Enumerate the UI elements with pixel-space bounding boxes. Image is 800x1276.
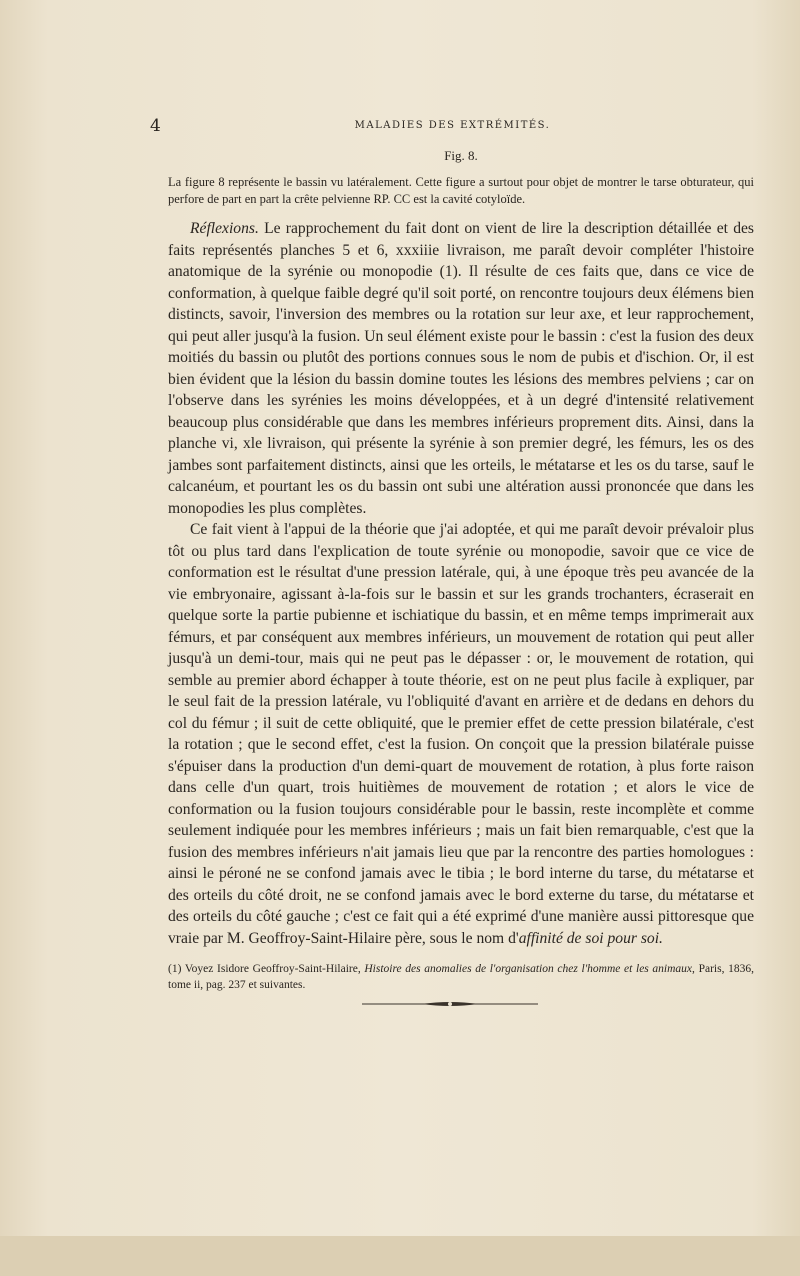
figure-title: Fig. 8. bbox=[444, 148, 478, 163]
page-bottom-edge bbox=[0, 1236, 800, 1276]
figure-caption: La figure 8 représente le bassin vu latéralement. Cette figure a surtout pour objet de montrer le tarse obturateur, qui perfore de part en part la crête pelvienne RP. CC est la cavité cotyloïde. bbox=[168, 175, 754, 206]
paragraph-lead: Réflexions. bbox=[190, 220, 259, 237]
page-number: 4 bbox=[150, 116, 161, 136]
paragraph-text: Le rapprochement du fait dont on vient de lire la description détaillée et des faits représentés planches 5 et 6, xxxiiie livraison, me paraît devoir compléter l'histoire anatomique de la syrénie ou monopodie (1). Il résulte de ces faits que, dans ce vice de conformation, à quelque faible degré qu'il soit porté, on rencontre toujours deux élémens bien distincts, savoir, l'inversion des membres ou la rotation sur leur axe, et leur rapprochement, qui peut aller jusqu'à la fusion. Un seul élément existe pour le bassin : c'est la fusion des deux moitiés du bassin ou plutôt des portions connues sous le nom de pubis et d'ischion. Or, il est bien évident que la lésion du bassin domine toutes les lésions des membres pelviens ; car on l'observe dans les syrénies les moins développées, et à un degré d'intensité relativement beaucoup plus considérable que dans les membres inférieurs proprement dits. Ainsi, dans la planche vi, xle livraison, qui présente la syrénie à son premier degré, les fémurs, les os des jambes sont parfaitement distincts, ainsi que les orteils, le métatarse et les os du tarse, sauf le calcanéum, et pourtant les os du bassin ont subi une altération aussi prononcée que dans les monopodies les plus complètes. bbox=[168, 220, 754, 517]
body-text bbox=[168, 148, 754, 993]
paragraph-reflexions bbox=[168, 218, 754, 519]
ornament-rule bbox=[362, 1000, 538, 1008]
running-title: MALADIES DES EXTRÉMITÉS. bbox=[354, 120, 551, 131]
running-head bbox=[150, 116, 755, 136]
paragraph-theory bbox=[168, 519, 754, 949]
paragraph-italic-tail: affinité de soi pour soi. bbox=[518, 929, 663, 947]
footnote-prefix: (1) Voyez Isidore Geoffroy-Saint-Hilaire, bbox=[168, 963, 365, 975]
paragraph-text: Ce fait vient à l'appui de la théorie que j'ai adoptée, et qui me paraît devoir prévaloir plus tôt ou plus tard dans l'explication de toute syrénie ou monopodie, savoir que ce vice de conformation est le résultat d'une pression latérale, qui, à une époque très peu avancée de la vie embryonaire, agissant à-la-fois sur le bassin et sur les grands trochanters, écraserait en quelque sorte la partie pubienne et ischiatique du bassin, et en même temps imprimerait aux fémurs, et par conséquent aux membres inférieurs, un mouvement de rotation qui peut aller jusqu'à un demi-tour, mais qui ne peut pas le dépasser : or, le mouvement de rotation, qui semble au premier abord échapper à toute théorie, est on ne peut plus facile à expliquer, par le seul fait de la pression latérale, vu l'obliquité d'avant en arrière et de dedans en dehors du col du fémur ; il suit de cette obliquité, que le premier effet de cette pression bilatérale, c'est la rotation ; que le second effet, c'est la fusion. On conçoit que la pression bilatérale puisse s'épuiser dans la production d'un demi-quart de mouvement de rotation, à plus forte raison dans celle d'un quart, trois huitièmes de mouvement de rotation ; et alors le vice de conformation ou la fusion toujours considérable pour le bassin, reste incomplète et comme seulement indiquée pour les membres inférieurs ; mais un fait bien remarquable, c'est que la fusion des membres inférieurs n'ait jamais lieu que par la rencontre des parties homologues : ainsi le péroné ne se confond jamais avec le tibia ; le bord interne du tarse, du métatarse et des orteils du côté droit, ne se confond jamais avec le bord externe du tarse, du métatarse et des orteils du côté gauche ; c'est ce fait qui a été exprimé d'une manière aussi pittoresque que vraie par M. Geoffroy-Saint-Hilaire père, sous le nom d' bbox=[168, 521, 754, 947]
footnote bbox=[168, 961, 754, 993]
footnote-title: Histoire des anomalies de l'organisation chez l'homme et les animaux bbox=[364, 963, 693, 975]
footnote-suffix: , Paris, 1836, tome ii, pag. 237 et suivantes. bbox=[168, 963, 754, 991]
